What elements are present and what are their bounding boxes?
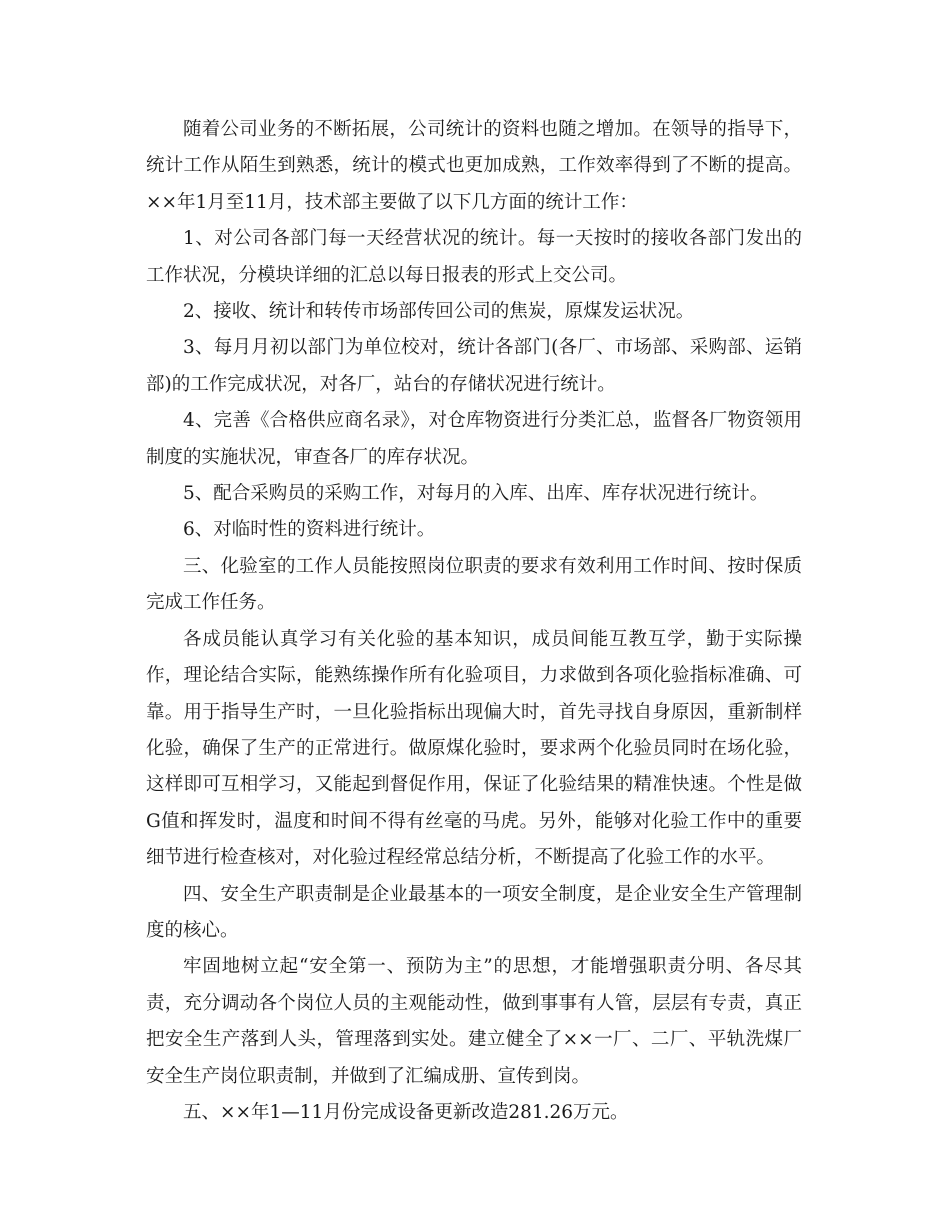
- paragraph-safety-details: 牢固地树立起“安全第一、预防为主”的思想，才能增强职责分明、各尽其责，充分调动各个岗位人员的主观能动性，做到事事有人管，层层有专责，真正把安全生产落到人头，管理落到实处。建立健全了××一厂、二厂、平轨洗煤厂安全生产岗位职责制，并做到了汇编成册、宣传到岗。: [146, 956, 802, 1087]
- paragraph-item-2: 2、接收、统计和转传市场部传回公司的焦炭，原煤发运状况。: [183, 301, 695, 323]
- paragraph-item-3: 3、每月月初以部门为单位校对，统计各部门(各厂、市场部、采购部、运销部)的工作完成状况，对各厂，站台的存储状况进行统计。: [146, 337, 802, 395]
- paragraph-item-4: 4、完善《合格供应商名录》，对仓库物资进行分类汇总，监督各厂物资领用制度的实施状况，审查各厂的库存状况。: [146, 410, 802, 468]
- section-heading-safety: 四、安全生产职责制是企业最基本的一项安全制度，是企业安全生产管理制度的核心。: [146, 883, 802, 941]
- section-heading-lab: 三、化验室的工作人员能按照岗位职责的要求有效利用工作时间、按时保质完成工作任务。: [146, 555, 802, 614]
- document-body: [146, 112, 802, 1131]
- paragraph-item-5: 5、配合采购员的采购工作，对每月的入库、出库、库存状况进行统计。: [183, 483, 769, 505]
- paragraph-item-6: 6、对临时性的资料进行统计。: [183, 519, 436, 541]
- paragraph-lab-details: 各成员能认真学习有关化验的基本知识，成员间能互教互学，勤于实际操作，理论结合实际，能熟练操作所有化验项目，力求做到各项化验指标准确、可靠。用于指导生产时，一旦化验指标出现偏大时，首先寻找自身原因，重新制样化验，确保了生产的正常进行。做原煤化验时，要求两个化验员同时在场化验，这样即可互相学习，又能起到督促作用，保证了化验结果的精准快速。个性是做G值和挥发时，温度和时间不得有丝毫的马虎。另外，能够对化验工作中的重要细节进行检查核对，对化验过程经常总结分析，不断提高了化验工作的水平。: [146, 628, 802, 869]
- section-heading-equipment: 五、××年1—11月份完成设备更新改造281.26万元。: [183, 1101, 629, 1123]
- paragraph-intro: 随着公司业务的不断拓展，公司统计的资料也随之增加。在领导的指导下，统计工作从陌生到熟悉，统计的模式也更加成熟，工作效率得到了不断的提高。××年1月至11月，技术部主要做了以下几方面的统计工作：: [146, 119, 802, 213]
- paragraph-item-1: 1、对公司各部门每一天经营状况的统计。每一天按时的接收各部门发出的工作状况，分模块详细的汇总以每日报表的形式上交公司。: [146, 228, 802, 286]
